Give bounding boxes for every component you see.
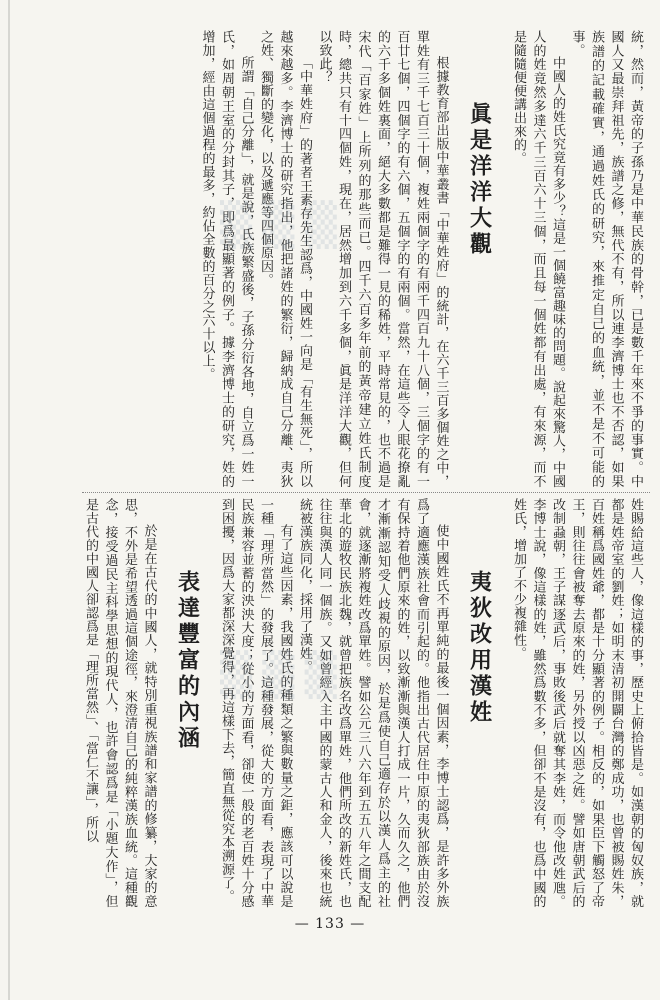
horizontal-divider xyxy=(82,492,650,493)
paragraph: 使中國姓氏不再單純的最後一個因素，李博士認爲，是許多外族爲了適應漢族社會而引起的。他指出古代居住中原的夷狄部族由於沒有保持着他們原來的姓，以致漸漸與漢人打成一片，久而久之，他們才漸漸認知受人歧視的原因，於是爲使自己適存於以漢人爲主的社會，就逐漸將複姓改爲單姓。譬如公元三八六年到五五八年之間支配華北的遊牧民族北魏，就曾把族名改爲單姓，他們所改的新姓氏，也往往與漢人同一個族。又如曾經入主中國的蒙古人和金人，後來也統統被漢族同化，採用了漢姓。 xyxy=(297,498,449,908)
paragraph: 姓賜給這些人，像這樣的事，歷史上俯拾皆是。如漢朝的匈奴族，就都是姓帝室的劉姓；如明末清初開闢台灣的鄭成功，也曾被賜姓朱，百姓稱爲國姓爺，都是十分顯著的例子。相反的，如果臣下觸怒了帝王，則往往會被奪去原來的姓，另外授以凶惡之姓。譬如唐朝武后的改制蝨朝，王子謀逐武后，事敗後武后就奪其李姓，而令他改姓虺。李博士說，像這樣的姓，雖然爲數不多，但卻不是沒有，也爲中國的姓氏，增加了不少複雜性。 xyxy=(511,498,643,908)
paragraph: 有了這些因素，我國姓氏的種類之繁與數量之鉅，應該可以說是一種「理所當然」的發展了。這種發展，從大的方面看，表現了中華民族兼容並蓄的泱泱大度；從小的方面看，卻使一般的老百姓十分感到困擾，因爲大家都深深覺得，再這樣下去，簡直無從究本溯源了。 xyxy=(219,498,293,908)
paragraph: 統，然而，黃帝的子孫乃是中華民族的骨幹，已是數千年來不爭的事實。中國人又最崇拜祖先，族譜之修，無代不有，所以連李濟博士也不否認，如果族譜的記載確實，通過姓氏的研究，來推定自己的血統，並不是不可能的事。 xyxy=(569,30,643,488)
paragraph: 所謂「自己分離」，就是說，氏族繁盛後，子孫分衍各地，自立爲一姓一氏，如周朝王室的分封其子，即爲最顯著的例子。據李濟博士的研究，姓的增加，經由這個過程的最多，約佔全數的百分之六十以上。 xyxy=(199,30,254,488)
top-half xyxy=(90,30,645,488)
paragraph: 於是在古代的中國人，就特別重視族譜和家譜的修纂，大家的意思，不外是希望透過這個途徑，來澄清自己的純粹漢族血統。這種觀念，接受過民主科學思想的現代人，也許會認爲是「小題大作」，但是古代的中國人卻認爲是「理所當然」、「當仁不讓」，所以 xyxy=(83,498,157,908)
watermark: ▒▒▒ xyxy=(220,650,347,699)
section-title: 夷狄改用漢姓 xyxy=(466,570,493,726)
section-title: 眞是洋洋大觀 xyxy=(466,102,493,258)
bottom-half xyxy=(83,498,645,908)
section-title: 表達豐富的內涵 xyxy=(174,570,201,752)
paragraph: 根據教育部出版中華叢書「中華姓府」的統計，在六千三百多個姓之中，單姓有三千七百三十個，複姓兩個字的有兩千四百九十八個，三個字的有一百廿七個，四個字的有六個，五個字的有兩個。當然，在這些令人眼花撩亂的六千多個姓裏面，絕大多數都是難得一見的稀姓，平時常見的，也不過是宋代「百家姓」上所列的那些而已。四千六百多年前的黃帝建立姓氏制度時，總共只有十四個姓，現在，居然增加到六千多個，眞是洋洋大觀，但何以致此？ xyxy=(316,30,449,488)
paragraph: 中國人的姓氏究竟有多少？這是一個饒富趣味的問題。說起來驚人，中國人的姓竟然多達六千三百六十三個，而且每一個姓都有出處，有來源，而不是隨隨便便講出來的。 xyxy=(511,30,565,488)
watermark: ▒▒▒ xyxy=(220,200,347,249)
top-text-flow xyxy=(90,30,645,488)
page-number: — 133 — xyxy=(294,916,366,932)
page-edge-shadow xyxy=(8,0,10,1000)
bottom-text-flow xyxy=(83,498,645,908)
paragraph: 「中華姓府」的著者王素存先生認爲，中國姓一向是「有生無死」，所以越來越多。李濟博士的研究指出，他把諸姓的繁衍，歸納成自己分離、夷狄之姓、獨斷的變化，以及遞應等四個原因。 xyxy=(258,30,312,488)
